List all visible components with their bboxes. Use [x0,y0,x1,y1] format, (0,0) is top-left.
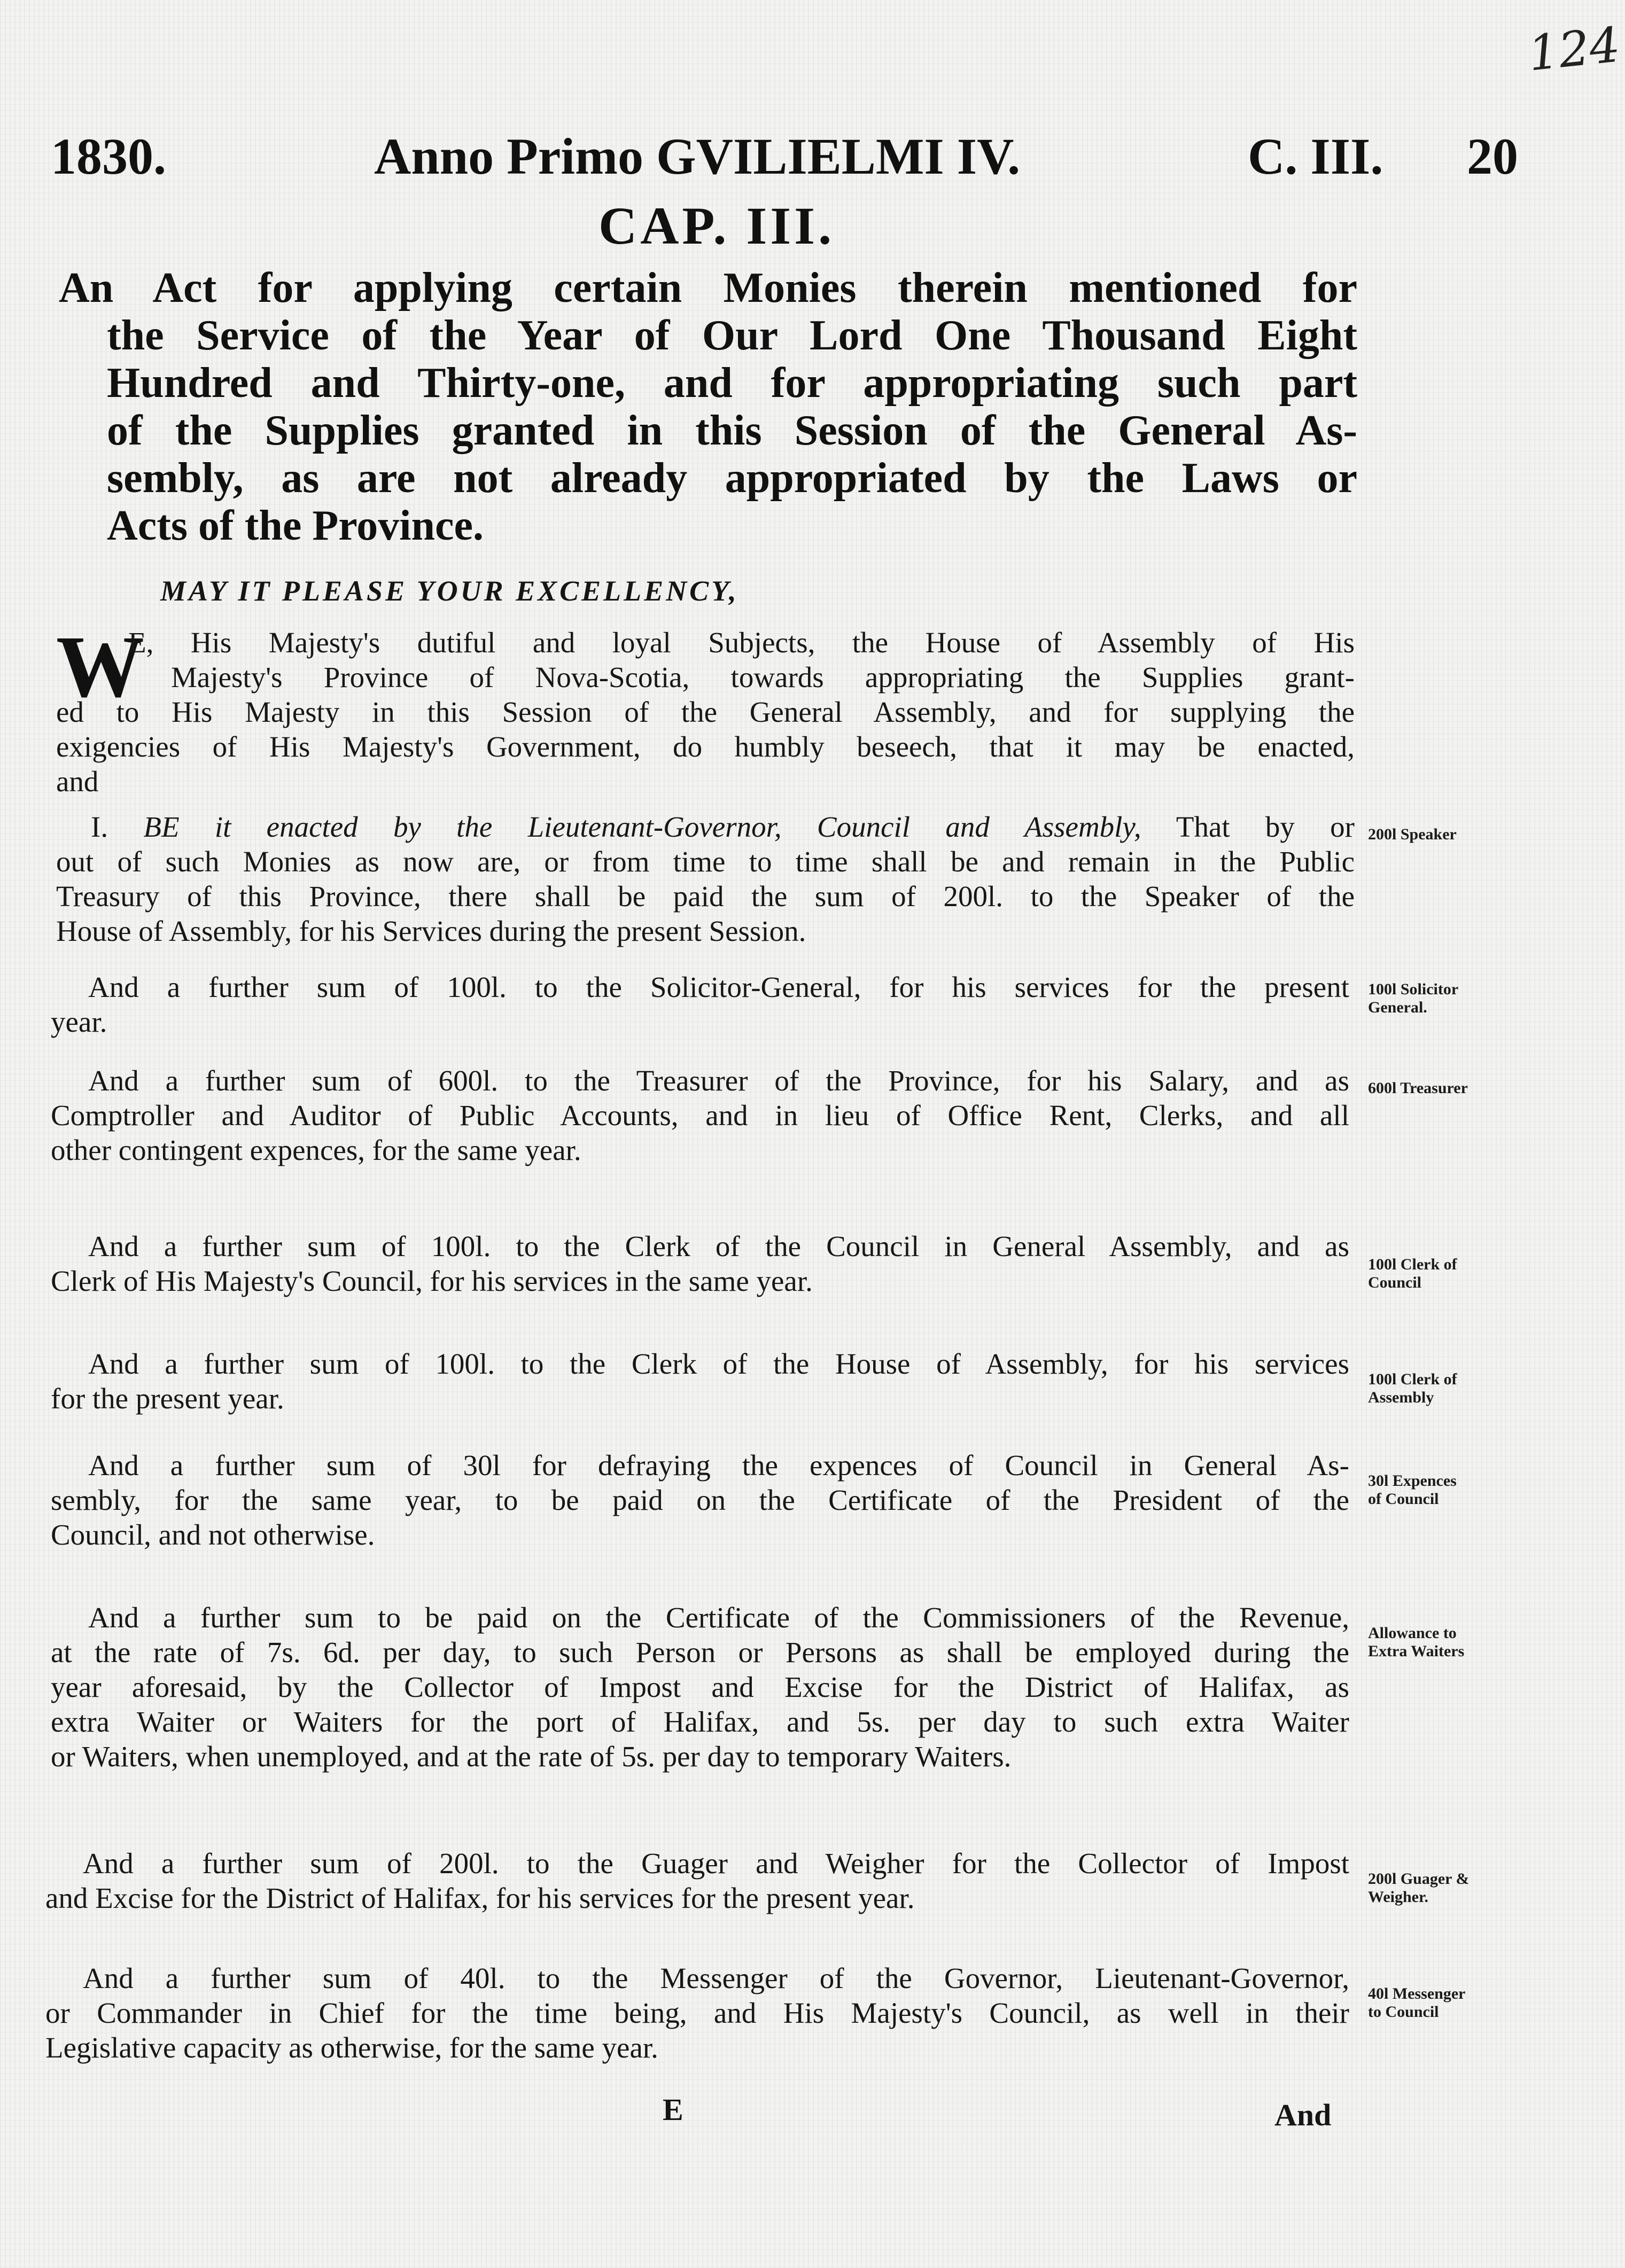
handwritten-folio-number: 124 [1525,17,1623,82]
section-1-line: Treasury of this Province, there shall be paid the sum of 200l. to the Speaker of the [56,880,1355,913]
header-chapter-ref: C. III. [1248,128,1383,185]
margin-note-line: of Council [1368,1490,1439,1508]
preamble-text [56,625,1355,799]
paragraph-clerk-assembly [51,1346,1349,1416]
section-numeral: I. [91,810,108,843]
margin-note-line: 600l Treasurer [1368,1079,1468,1097]
paragraph-line: Clerk of His Majesty's Council, for his services in the same year. [51,1265,813,1297]
signature-mark: E [663,2092,683,2127]
paragraph-line: And a further sum of 600l. to the Treasurer of the Province, for his Salary, and as [88,1064,1349,1097]
margin-note-line: Extra Waiters [1368,1642,1465,1660]
preamble-line: Majesty's Province of Nova-Scotia, towards appropriating the Supplies grant- [171,661,1355,693]
section-1-first-line-rest: That by or [1176,810,1355,843]
margin-note-clerk-assembly [1368,1370,1457,1407]
paragraph-clerk-council [51,1229,1349,1298]
margin-note-extra-waiters [1368,1624,1464,1661]
act-title-line: of the Supplies granted in this Session of the General As- [107,407,1357,454]
paragraph-line: or Commander in Chief for the time being, and His Majesty's Council, as well in their [45,1997,1349,2029]
paragraph-expences-council [51,1448,1349,1552]
paragraph-line: And a further sum of 100l. to the Solicitor-General, for his services for the present [88,971,1349,1003]
paragraph-guager-weigher [45,1846,1349,1915]
paragraph-solicitor-general [51,970,1349,1039]
act-title-line: the Service of the Year of Our Lord One Thousand Eight [107,312,1357,359]
paragraph-line: And a further sum of 100l. to the Clerk of the Council in General Assembly, and as [88,1230,1349,1262]
margin-note-guager [1368,1870,1469,1906]
drop-cap-initial: W [56,618,144,715]
paragraph-line: And a further sum of 100l. to the Clerk of the House of Assembly, for his services [88,1347,1349,1380]
header-running-title: Anno Primo GVILIELMI IV. [374,128,1021,185]
paragraph-line: or Waiters, when unemployed, and at the rate of 5s. per day to temporary Waiters. [51,1740,1012,1773]
margin-note-line: 100l Clerk of [1368,1256,1457,1273]
section-1-line: out of such Monies as now are, or from time to time shall be and remain in the Public [56,845,1355,878]
paragraph-line: extra Waiter or Waiters for the port of Halifax, and 5s. per day to such extra Waiter [51,1705,1349,1738]
paragraph-line: year. [51,1006,107,1038]
margin-note-line: General. [1368,999,1427,1016]
paragraph-extra-waiters [51,1600,1349,1774]
preamble-line: and [56,765,99,798]
preamble-line: ed to His Majesty in this Session of the General Assembly, and for supplying the [56,696,1355,728]
paragraph-line: sembly, for the same year, to be paid on the Certificate of the President of the [51,1484,1349,1516]
margin-note-line: Weigher. [1368,1888,1429,1906]
paragraph-line: And a further sum of 200l. to the Guager and Weigher for the Collector of Impost [83,1847,1349,1880]
paragraph-line: And a further sum to be paid on the Certificate of the Commissioners of the Revenue, [88,1601,1349,1634]
margin-note-line: 100l Solicitor [1368,980,1459,998]
act-title-line: An Act for applying certain Monies therein mentioned for [59,264,1357,311]
margin-note-solicitor [1368,980,1458,1017]
section-1-first-line [56,809,1355,844]
paragraph-line: And a further sum of 40l. to the Messenger of the Governor, Lieutenant-Governor, [83,1962,1349,1994]
act-title-line: Acts of the Province. [107,502,484,549]
header-page-number: 20 [1467,128,1518,185]
catchword: And [1274,2098,1332,2132]
margin-note-line: to Council [1368,2003,1439,2021]
enacting-clause: BE it enacted by the Lieutenant-Governor, Council and Assembly, [143,810,1141,843]
paragraph-line: And a further sum of 30l for defraying the expences of Council in General As- [88,1449,1349,1482]
paragraph-line: for the present year. [51,1382,284,1415]
header-year: 1830. [51,128,166,185]
margin-note-line: 40l Messenger [1368,1985,1466,2002]
preamble-line: exigencies of His Majesty's Government, do humbly beseech, that it may be enacted, [56,730,1355,763]
margin-note-treasurer [1368,1079,1468,1097]
act-title [59,264,1357,550]
paragraph-messenger [45,1961,1349,2065]
margin-note-speaker: 200l Speaker [1368,825,1457,843]
margin-note-expences [1368,1472,1457,1508]
paragraph-line: other contingent expences, for the same year. [51,1134,581,1166]
address-to-governor: MAY IT PLEASE YOUR EXCELLENCY, [160,575,739,607]
act-title-line: Hundred and Thirty-one, and for appropriating such part [107,360,1357,407]
margin-note-messenger [1368,1985,1465,2021]
preamble-line: E, His Majesty's dutiful and loyal Subjects, the House of Assembly of His [128,626,1355,659]
margin-note-line: 200l Guager & [1368,1870,1470,1888]
paragraph-line: Council, and not otherwise. [51,1518,375,1551]
paragraph-treasurer [51,1063,1349,1167]
paragraph-line: Legislative capacity as otherwise, for the same year. [45,2031,658,2064]
margin-note-line: 100l Clerk of [1368,1370,1457,1388]
margin-note-line: Assembly [1368,1389,1434,1406]
chapter-heading: CAP. III. [598,196,835,255]
section-1 [56,809,1355,948]
margin-note-line: Allowance to [1368,1624,1457,1642]
margin-note-line: 30l Expences [1368,1472,1457,1490]
margin-note-line: Council [1368,1274,1422,1291]
paragraph-line: year aforesaid, by the Collector of Impost and Excise for the District of Halifax, as [51,1671,1349,1703]
paragraph-line: and Excise for the District of Halifax, for his services for the present year. [45,1882,915,1914]
paragraph-line: Comptroller and Auditor of Public Accounts, and in lieu of Office Rent, Clerks, and all [51,1099,1349,1132]
margin-note-clerk-council [1368,1256,1457,1292]
act-title-line: sembly, as are not already appropriated by the Laws or [107,455,1357,502]
section-1-line: House of Assembly, for his Services during the present Session. [56,915,806,947]
paragraph-line: at the rate of 7s. 6d. per day, to such Person or Persons as shall be employed during the [51,1636,1349,1669]
